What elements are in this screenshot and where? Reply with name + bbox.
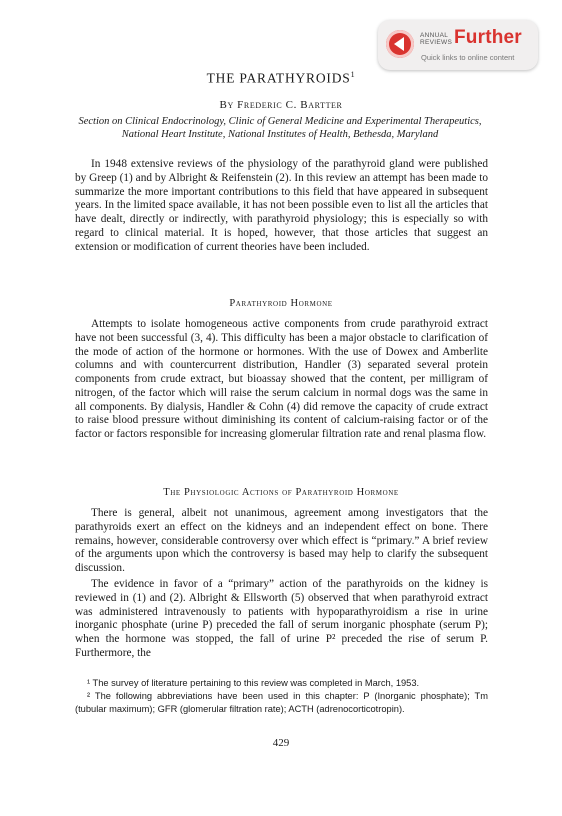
actions-paragraph-2: The evidence in favor of a “primary” action of the parathyroids on the kidney is reviewed in (1) and (2). Albright & Ellsworth (5) observed that when parathyroid extract was administered intravenously to patients with hypoparathyroidism a rise in urine inorganic phosphate (urine P) preceded the fall of serum inorganic phosphate (serum P); when the hormone was stopped, the fall of urine P² preceded the rise of serum P. Furthermore, the — [75, 578, 488, 659]
back-arrow-icon — [386, 30, 414, 58]
footnote-2: ² The following abbreviations have been used in this chapter: P (Inorganic phosphate); Tm (tubular maximum); GFR (glomerular filtration rate); ACTH (adrenocorticotropin). — [75, 691, 488, 714]
further-badge[interactable] — [378, 20, 538, 70]
section-heading-actions: The Physiologic Actions of Parathyroid Hormone — [163, 487, 399, 498]
article-title: THE PARATHYROIDS$^1$ — [206, 70, 356, 86]
actions-paragraph-1: There is general, albeit not unanimous, agreement among investigators that the parathyroids exert an effect on the kidneys and an independent effect on bone. There remains, however, considerable controversy over which effect is “primary.” A brief review of the arguments upon which the controversy is based may help to clarify the subsequent discussion. — [75, 507, 488, 574]
footnote-1: ¹ The survey of literature pertaining to this review was completed in March, 1953. — [87, 678, 420, 688]
further-label: Further — [454, 27, 522, 48]
hormone-paragraph: Attempts to isolate homogeneous active components from crude parathyroid extract have not been successful (3, 4). This difficulty has been a major obstacle to clarification of the mode of action of the hormone or hormones. With the use of Dowex and Amberlite columns and with countercurrent distribution, Handler (3) separated several protein components from crude extract, but bioassay showed that the content, per milligram of nitrogen, of the factor which will raise the serum calcium in normal dogs was the same in all components. By dialysis, Handler & Cohn (4) did remove the capacity of crude extract to raise blood pressure without diminishing its content of calcium-raising factor or of the factor or factors responsible for increasing glomerular filtration rate and renal plasma flow. — [75, 318, 488, 440]
annual-reviews-logo: ANNUAL REVIEWS — [420, 32, 453, 46]
page-number: 429 — [272, 737, 290, 749]
further-subtitle: Quick links to online content — [421, 53, 515, 62]
section-heading-hormone: Parathyroid Hormone — [229, 298, 333, 309]
article-author: By Frederic C. Bartter — [219, 99, 343, 111]
intro-paragraph: In 1948 extensive reviews of the physiology of the parathyroid gland were published by Greep (1) and by Albright & Reifenstein (2). In this review an attempt has been made to summarize the more important contributions to this field that have appeared in subsequent years. In the limited space available, it has not been possible even to list all the articles that have dealt, directly or indirectly, with parathyroid physiology; this is especially so with regard to clinical material. It is hoped, however, that those articles that suggest an extension or modification of current theories have been included. — [75, 158, 488, 253]
author-affiliation: Section on Clinical Endocrinology, Clinic of General Medicine and Experimental Therapeutics, National Heart Institute, National Institutes of Health, Bethesda, Maryland — [78, 116, 482, 140]
